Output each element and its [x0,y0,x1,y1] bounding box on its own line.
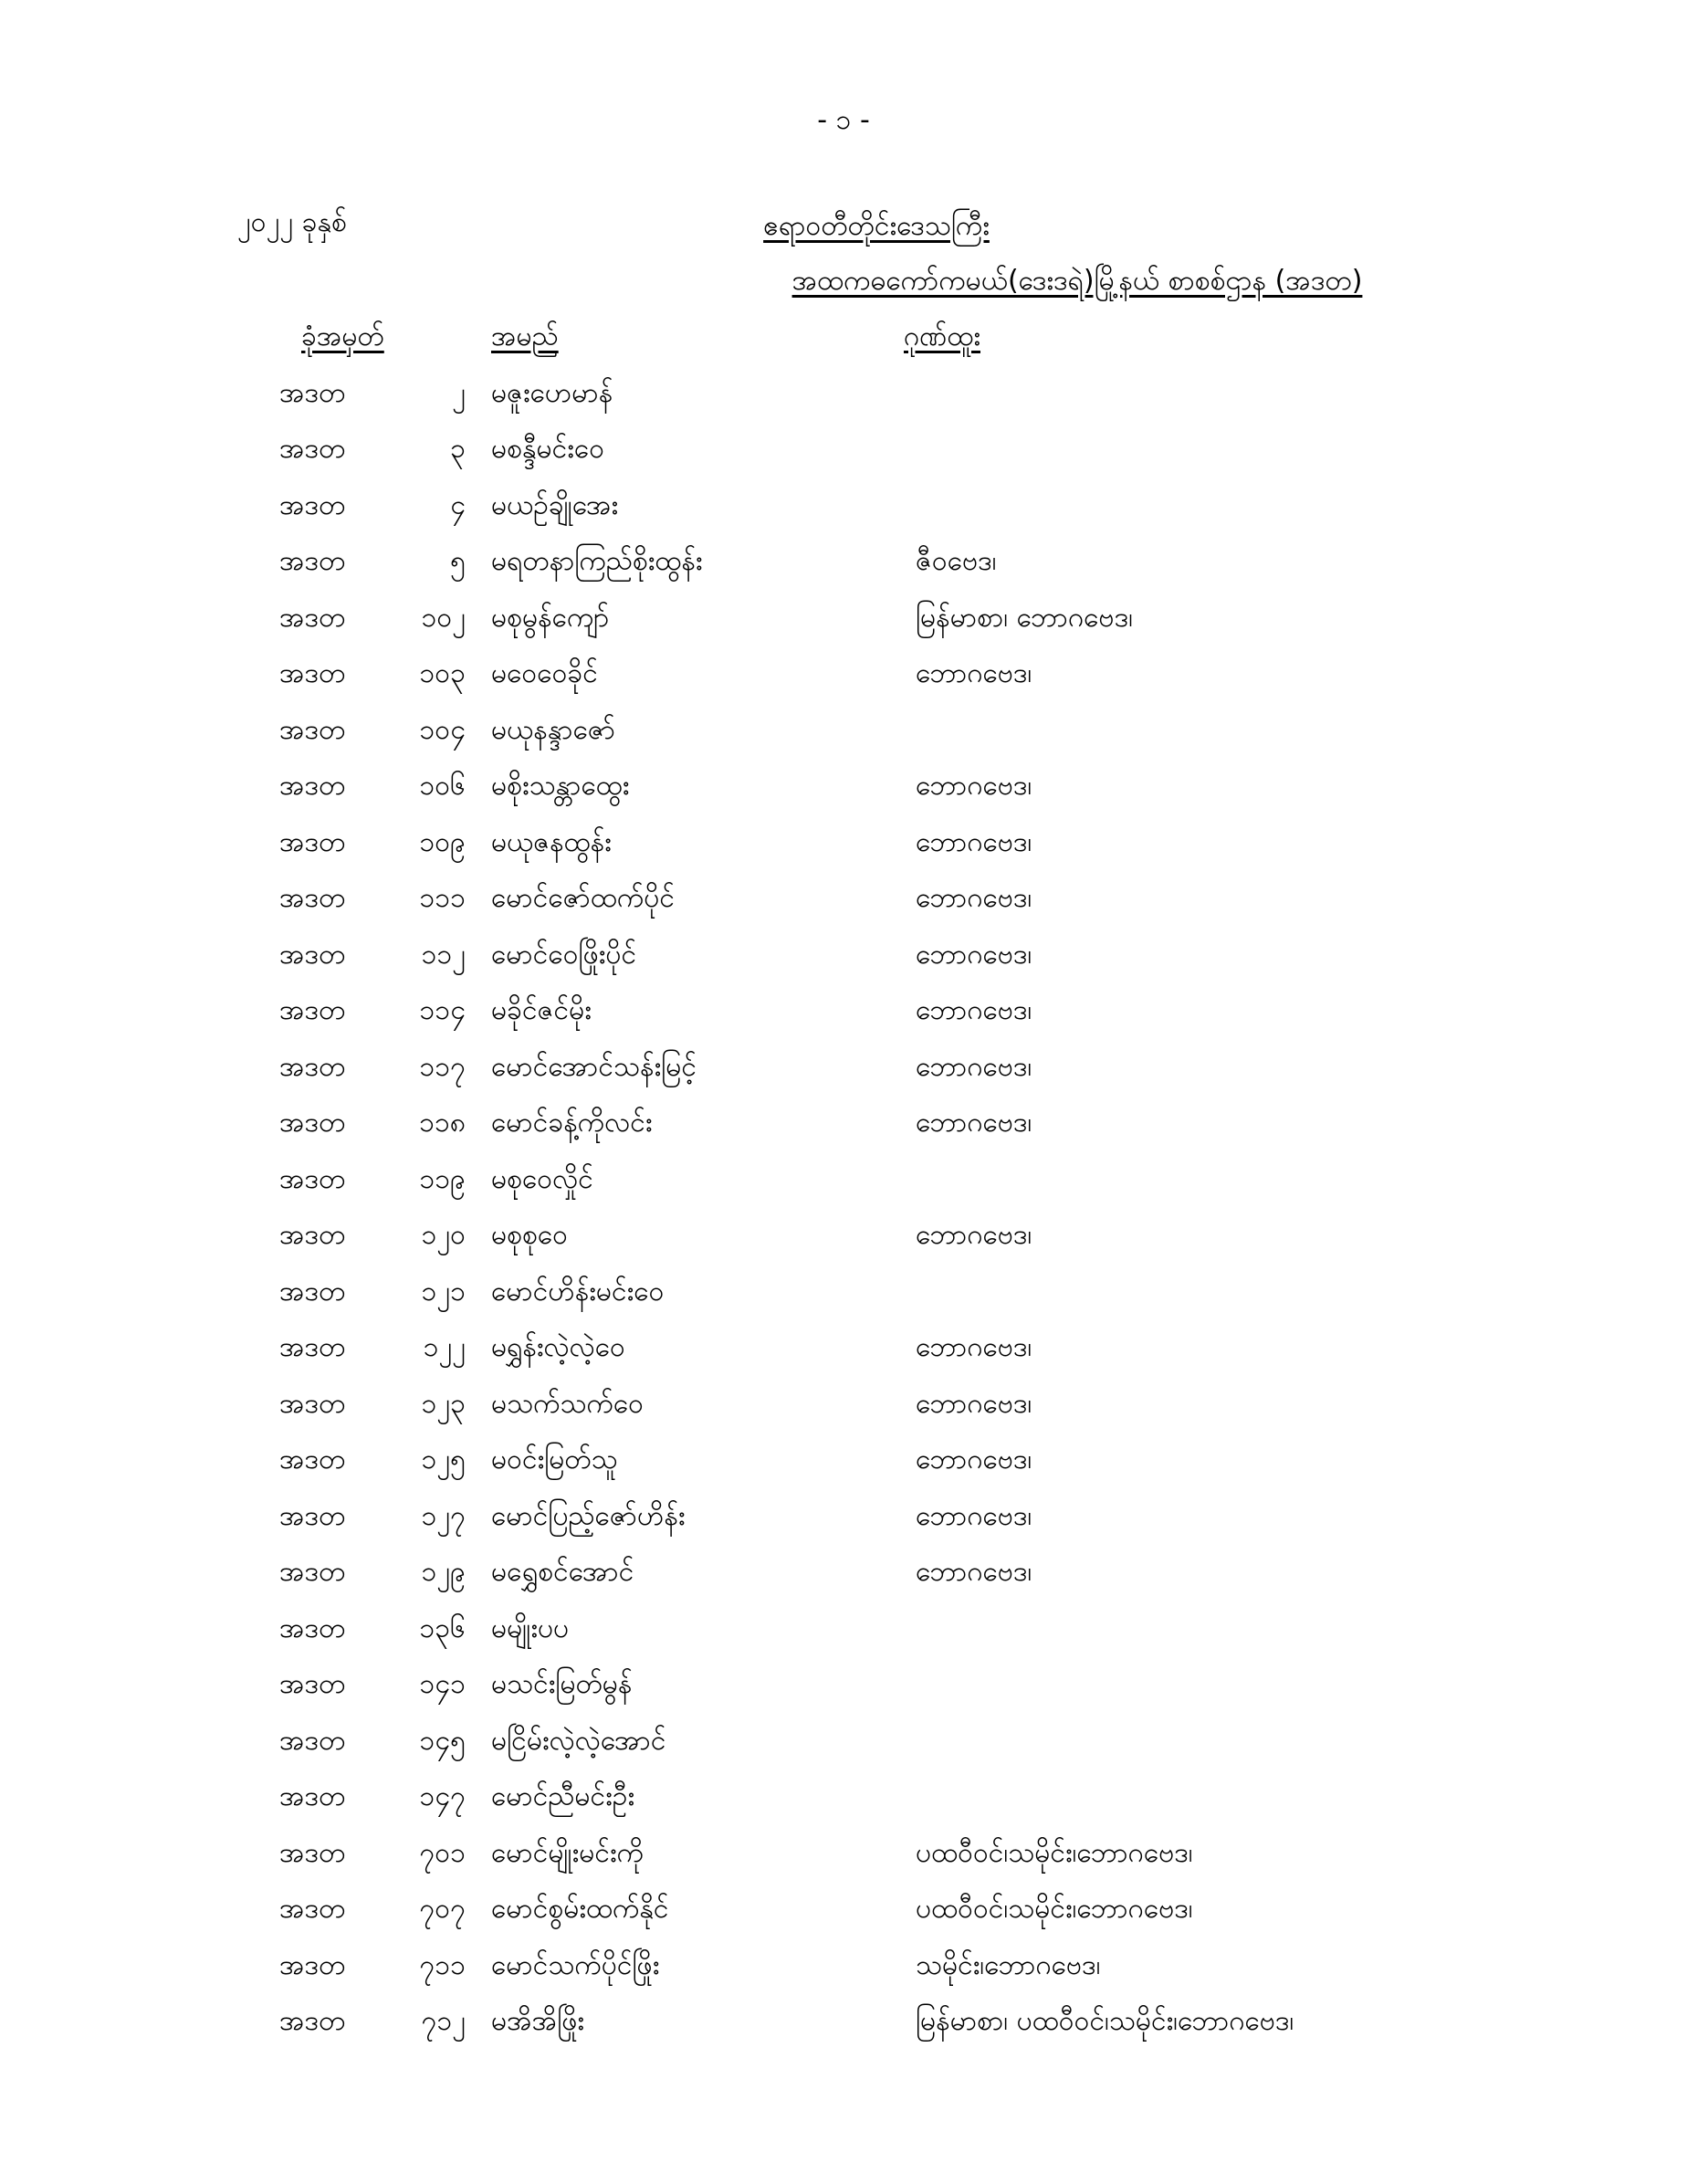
results-table [0,309,1687,2050]
student-name: မရွှေစင်အောင် [491,1556,634,1588]
header-roll-number: ခုံအမှတ် [301,320,384,352]
student-name: မစိုးသန္တာထွေး [491,770,630,802]
roll-prefix: အဒတ [279,825,346,858]
distinctions: ဘောဂဗေဒ၊ [916,1444,1032,1475]
student-name: မောင်ဇော်ထက်ပိုင် [491,882,675,914]
header-distinctions: ဂုဏ်ထူး [904,320,980,352]
roll-number: ၁၁၄ [419,994,466,1026]
distinctions: ဘောဂဗေဒ၊ [916,1387,1032,1420]
roll-number: ၁၂၃ [421,1387,466,1420]
distinctions: ဘောဂဗေဒ၊ [916,1331,1032,1363]
table-header [0,309,1687,365]
roll-number: ၁၀၃ [419,657,466,689]
roll-number: ၁၀၆ [419,770,466,802]
roll-number: ၇၀၁ [419,1836,466,1869]
roll-prefix: အဒတ [279,1050,346,1083]
roll-number: ၁၄၅ [419,1724,466,1757]
table-row [0,927,1687,983]
roll-prefix: အဒတ [279,882,346,914]
student-name: မခိုင်ဇင်မိုး [491,994,592,1026]
roll-prefix: အဒတ [279,433,346,465]
roll-number: ၁၄၁ [419,1668,466,1700]
roll-number: ၅ [450,545,466,577]
roll-number: ၇၁၂ [421,2005,466,2037]
roll-number: ၁၀၉ [419,825,466,858]
roll-prefix: အဒတ [279,1107,346,1139]
roll-prefix: အဒတ [279,770,346,802]
table-row [0,1769,1687,1825]
table-row [0,1937,1687,1994]
roll-prefix: အဒတ [279,545,346,577]
roll-number: ၇၀၇ [419,1893,466,1925]
table-row [0,870,1687,927]
distinctions: ဇီဝဗေဒ၊ [916,545,997,577]
roll-number: ၁၂၂ [423,1331,466,1363]
student-name: မသင်းမြတ်မွန် [491,1668,633,1700]
roll-prefix: အဒတ [279,2005,346,2037]
student-name: မစုဝေလှိုင် [491,1162,593,1195]
roll-prefix: အဒတ [279,1387,346,1420]
table-row [0,365,1687,422]
roll-prefix: အဒတ [279,1612,346,1644]
roll-number: ၁၁၈ [419,1107,466,1139]
table-row [0,1207,1687,1264]
roll-number: ၂ [452,376,466,409]
student-name: မစုမွန်ကျော် [491,601,610,634]
roll-number: ၁၂၀ [421,1219,466,1251]
roll-number: ၁၄၇ [419,1780,466,1812]
header-name: အမည် [491,320,559,352]
roll-number: ၃ [450,433,466,465]
roll-number: ၁၁၂ [421,938,466,971]
distinctions: ဘောဂဗေဒ၊ [916,657,1032,689]
table-row [0,814,1687,871]
student-name: မဝေဝေခိုင် [491,657,598,689]
roll-prefix: အဒတ [279,1836,346,1869]
distinctions: ပထဝီဝင်၊သမိုင်း၊ဘောဂဗေဒ၊ [916,1836,1193,1869]
distinctions: ဘောဂဗေဒ၊ [916,1219,1032,1251]
roll-prefix: အဒတ [279,601,346,634]
roll-prefix: အဒတ [279,994,346,1026]
distinctions: ဘောဂဗေဒ၊ [916,994,1032,1026]
roll-prefix: အဒတ [279,1724,346,1757]
table-row [0,478,1687,534]
distinctions: ပထဝီဝင်၊သမိုင်း၊ဘောဂဗေဒ၊ [916,1893,1193,1925]
distinctions: ဘောဂဗေဒ၊ [916,1107,1032,1139]
student-name: မစန္ဒီမင်းဝေ [491,433,605,465]
table-row [0,1881,1687,1937]
roll-prefix: အဒတ [279,1275,346,1307]
distinctions: သမိုင်း၊ဘောဂဗေဒ၊ [916,1948,1101,1981]
roll-prefix: အဒတ [279,1499,346,1532]
table-row [0,1151,1687,1208]
roll-number: ၁၁၇ [419,1050,466,1083]
roll-prefix: အဒတ [279,1893,346,1925]
student-name: မောင်ခန့်ကိုလင်း [491,1107,653,1139]
student-name: မောင်ဝေဖြိုးပိုင် [491,938,637,971]
student-name: မမျိုးပပ [491,1612,570,1644]
roll-number: ၁၂၁ [421,1275,466,1307]
table-row [0,1488,1687,1545]
distinctions: ဘောဂဗေဒ၊ [916,825,1032,858]
student-name: မောင်မျိုးမင်းကို [491,1836,644,1869]
roll-prefix: အဒတ [279,1668,346,1700]
school-title: အထကဓကော်ကမယ်(ဒေးဒရဲ)မြို့နယ် စာစစ်ဌာန (အဒတ) [791,265,1363,297]
student-name: မဝင်းမြတ်သူ [491,1444,618,1475]
roll-number: ၄ [450,488,466,521]
student-name: မောင်သက်ပိုင်ဖြိုး [491,1948,660,1981]
roll-number: ၁၀၄ [419,713,466,746]
table-row [0,421,1687,478]
distinctions: ဘောဂဗေဒ၊ [916,1499,1032,1532]
table-row [0,1993,1687,2050]
table-row [0,1656,1687,1713]
student-name: မဇူးဟေမာန် [491,376,613,409]
roll-prefix: အဒတ [279,1162,346,1195]
table-row [0,1376,1687,1433]
roll-number: ၁၀၂ [421,601,466,634]
table-row [0,1095,1687,1151]
student-name: မယုဇနထွန်း [491,825,612,858]
page-number: - ၁ - [817,104,870,136]
roll-prefix: အဒတ [279,1780,346,1812]
student-name: မငြိမ်းလဲ့လဲ့အောင် [491,1724,666,1757]
roll-number: ၁၁၁ [419,882,466,914]
roll-number: ၁၃၆ [419,1612,466,1644]
student-name: မောင်ပြည့်ဇော်ဟိန်း [491,1499,686,1532]
student-name: မအိအိဖြိုး [491,2005,585,2037]
distinctions: မြန်မာစာ၊ ဘောဂဗေဒ၊ [916,601,1133,634]
student-name: မယုနန္ဒာဇော် [491,713,616,746]
roll-number: ၁၂၅ [421,1444,466,1475]
student-name: မရတနာကြည်စိုးထွန်း [491,545,703,577]
roll-number: ၇၁၁ [419,1948,466,1981]
roll-prefix: အဒတ [279,1331,346,1363]
roll-number: ၁၂၉ [421,1556,466,1588]
roll-prefix: အဒတ [279,1556,346,1588]
student-name: မစုစုဝေ [491,1219,569,1251]
distinctions: ဘောဂဗေဒ၊ [916,1556,1032,1588]
table-row [0,1264,1687,1320]
roll-prefix: အဒတ [279,1219,346,1251]
table-row [0,590,1687,646]
student-name: မယဉ်ချိုအေး [491,488,619,521]
table-body [0,365,1687,2050]
table-row [0,1432,1687,1488]
student-name: မရွှန်းလဲ့လဲ့ဝေ [491,1331,625,1363]
roll-prefix: အဒတ [279,1948,346,1981]
distinctions: ဘောဂဗေဒ၊ [916,938,1032,971]
table-row [0,702,1687,759]
table-row [0,1319,1687,1376]
student-name: မသက်သက်ဝေ [491,1387,644,1420]
distinctions: ဘောဂဗေဒ၊ [916,1050,1032,1083]
student-name: မောင်အောင်သန်းမြင့် [491,1050,697,1083]
title-block [511,199,1643,309]
roll-prefix: အဒတ [279,376,346,409]
student-name: မောင်ဟိန်းမင်းဝေ [491,1275,665,1307]
table-row [0,1039,1687,1096]
region-title: ဧရာဝတီတိုင်းဒေသကြီး [763,210,990,242]
student-name: မောင်ညီမင်းဦး [491,1780,635,1812]
student-name: မောင်စွမ်းထက်နိုင် [491,1893,669,1925]
distinctions: ဘောဂဗေဒ၊ [916,770,1032,802]
table-row [0,646,1687,702]
roll-prefix: အဒတ [279,488,346,521]
roll-prefix: အဒတ [279,657,346,689]
roll-prefix: အဒတ [279,1444,346,1475]
table-row [0,1601,1687,1657]
exam-year: ၂၀၂၂ ခုနှစ် [237,206,347,238]
table-row [0,1544,1687,1601]
table-row [0,1825,1687,1882]
table-row [0,533,1687,590]
roll-number: ၁၁၉ [419,1162,466,1195]
table-row [0,758,1687,814]
roll-number: ၁၂၇ [421,1499,466,1532]
roll-prefix: အဒတ [279,713,346,746]
table-row [0,1713,1687,1769]
table-row [0,982,1687,1039]
roll-prefix: အဒတ [279,938,346,971]
distinctions: ဘောဂဗေဒ၊ [916,882,1032,914]
distinctions: မြန်မာစာ၊ ပထဝီဝင်၊သမိုင်း၊ဘောဂဗေဒ၊ [916,2005,1294,2037]
